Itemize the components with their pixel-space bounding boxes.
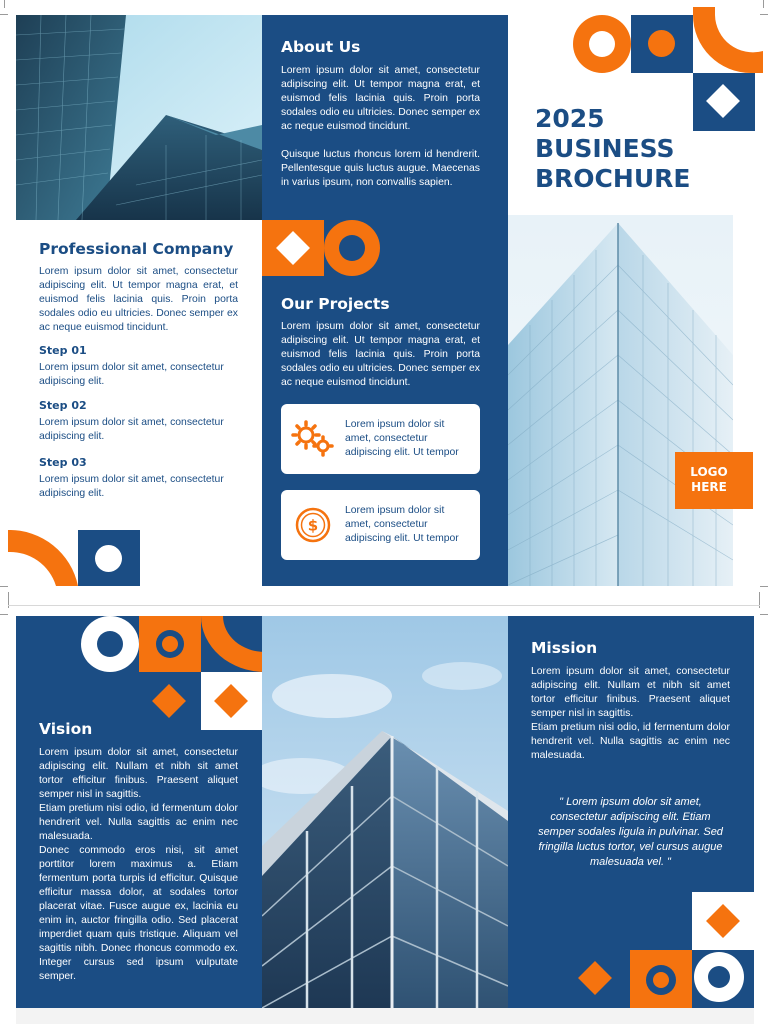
step-text: Lorem ipsum dolor sit amet, consectetur adipiscing elit.: [39, 417, 224, 442]
vision-paragraph: Etiam pretium nisi odio, id fermentum dolor hendrerit vel. Nulla sagittis ac enim nec malesuada.: [39, 803, 238, 842]
crop-mark: [4, 0, 5, 8]
company-title: Professional Company: [39, 240, 234, 258]
about-title: About Us: [281, 38, 361, 56]
project-card-text: Lorem ipsum dolor sit amet, consectetur adipiscing elit. Ut tempor: [345, 419, 459, 458]
skyscraper-photo: [16, 15, 262, 220]
crop-mark: [760, 586, 768, 587]
svg-text:$: $: [307, 516, 319, 535]
project-card-text: Lorem ipsum dolor sit amet, consectetur adipiscing elit. Ut tempor: [345, 505, 459, 544]
step-label: Step 02: [39, 399, 87, 412]
next-page-edge: [16, 1008, 754, 1024]
mission-paragraph: Lorem ipsum dolor sit amet, consectetur adipiscing elit. Nullam et nibh sit amet tortor efficitur finibus. Praesent aliquet semper nisl in sagittis.: [531, 666, 730, 719]
logo-text: LOGO: [690, 465, 728, 479]
quarter-arc: [693, 7, 763, 73]
building-photo: [262, 616, 508, 1008]
cover-title-line: BUSINESS: [535, 134, 675, 163]
ring-hole: [653, 972, 669, 988]
about-paragraph: Lorem ipsum dolor sit amet, consectetur adipiscing elit. Ut tempor magna erat, et euismod felis lacinia quis. Proin porta sodales odio eu ultricies. Donec semper ex ac neque euismod tincidunt.: [281, 65, 480, 132]
step-text: Lorem ipsum dolor sit amet, consectetur adipiscing elit.: [39, 474, 224, 499]
step-text: Lorem ipsum dolor sit amet, consectetur adipiscing elit.: [39, 362, 224, 387]
project-card: [281, 490, 480, 560]
crop-mark: [0, 614, 8, 615]
ring-hole: [339, 235, 365, 261]
mission-title: Mission: [531, 639, 598, 657]
crop-mark: [0, 14, 8, 15]
ring-hole: [708, 966, 730, 988]
dot-shape: [95, 545, 122, 572]
company-intro: Lorem ipsum dolor sit amet, consectetur adipiscing elit. Ut tempor magna erat, et euismod felis lacinia quis. Proin porta sodales odio eu ultricies. Donec semper ex ac neque euismod tincidunt.: [39, 266, 238, 333]
logo-text: HERE: [691, 480, 727, 494]
vision-title: Vision: [39, 720, 93, 738]
vision-paragraph: Lorem ipsum dolor sit amet, consectetur adipiscing elit. Nullam et nibh sit amet tortor efficitur finibus. Praesent aliquet semper nisl in sagittis.: [39, 747, 238, 800]
project-card: [281, 404, 480, 474]
projects-title: Our Projects: [281, 295, 390, 313]
step-label: Step 01: [39, 344, 87, 357]
crop-mark: [760, 614, 768, 615]
glass-building-photo: [508, 215, 733, 586]
page-divider: [8, 605, 760, 606]
quarter-arc: [8, 530, 78, 586]
gears-icon: [291, 420, 335, 463]
vision-paragraph: Donec commodo eros nisi, sit amet porttitor lorem maximus a. Etiam fermentum porta turpis id efficitur. Quisque efficitur massa dolor, at sodales tortor placerat vitae. Fusce augue ex, lacinia eu enim in, auctor fringilla odio. Sed placerat imperdiet quam quis tristique. Aliquam vel sagittis nibh. Donec rhoncus commodo ex. Integer cursus sed ipsum vulputate semper.: [39, 845, 238, 982]
mission-quote: " Lorem ipsum dolor sit amet, consectetur adipiscing elit. Etiam semper sodales ligula in pulvinar. Sed fringilla luctus tortor, vel cursus augue malesuada vel. ": [538, 796, 723, 868]
cover-title-line: BROCHURE: [535, 164, 691, 193]
ring-hole: [97, 631, 123, 657]
ring-hole: [162, 636, 178, 652]
step-label: Step 03: [39, 456, 87, 469]
mission-paragraph: Etiam pretium nisi odio, id fermentum dolor hendrerit vel. Nulla sagittis ac enim nec malesuada.: [531, 722, 730, 761]
projects-text: Lorem ipsum dolor sit amet, consectetur adipiscing elit. Ut tempor magna erat, et euismod felis lacinia quis. Proin porta sodales odio eu ultricies. Donec semper ex ac neque euismod tincidunt.: [281, 321, 480, 388]
crop-mark: [763, 0, 764, 8]
dollar-coin-icon: [294, 506, 332, 549]
about-paragraph: Quisque luctus rhoncus lorem id hendrerit. Pellentesque quis luctus augue. Maecenas in varius ipsum, non convallis sapien.: [281, 149, 480, 188]
cover-year: 2025: [535, 104, 605, 133]
ring-hole: [589, 31, 615, 57]
dot-shape: [648, 30, 675, 57]
crop-mark: [0, 586, 8, 587]
